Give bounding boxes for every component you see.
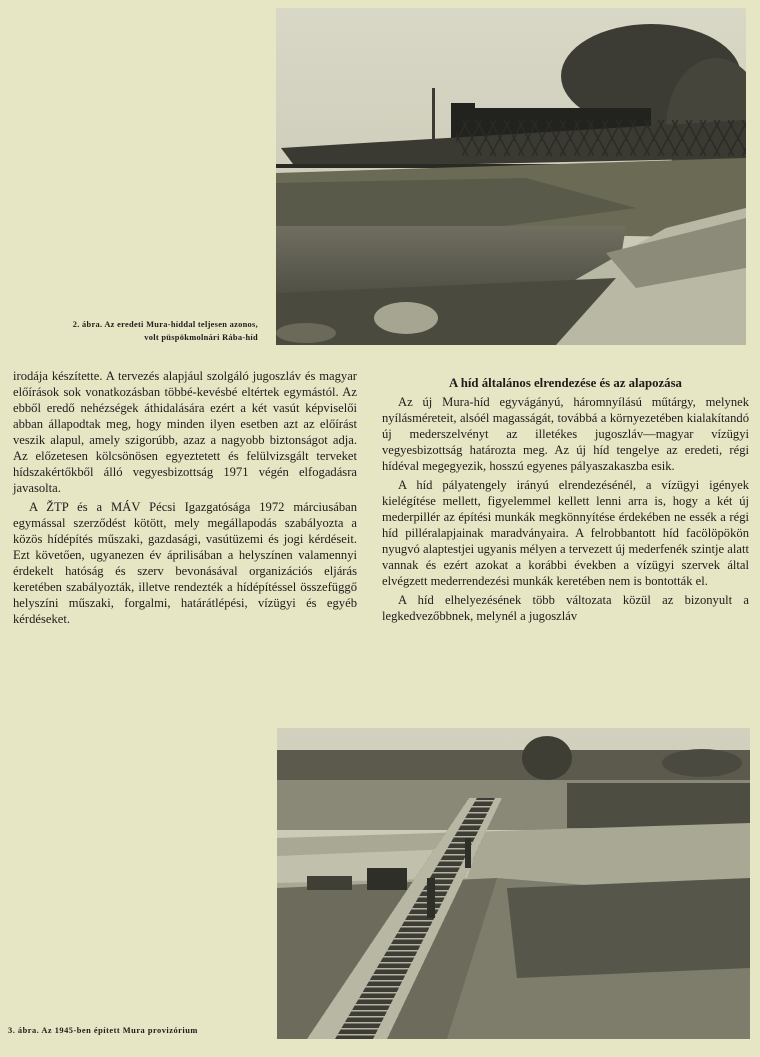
right-paragraph-3: A híd elhelyezésének több változata közül az bizonyult a legkedvezőbbnek, melynél a jugoszláv: [382, 593, 749, 623]
railway-bridge-photo-icon: [276, 8, 746, 345]
section-heading: A híd általános elrendezése és az alapozása: [449, 376, 682, 390]
right-paragraph-1: Az új Mura-híd egyvágányú, háromnyílású műtárgy, melynek nyílásméreteit, alsóél magasságát, továbbá a környezetében kialakítandó új mederszelvényt az illetékes jugoszláv—magyar vízügyi vegyesbizottság határozta meg. Az új híd tengelye az eredeti, régi hídéval megegyezik, hosszú egyenes pályaszakaszba esik.: [382, 395, 749, 473]
left-paragraph-2: A ŽTP és a MÁV Pécsi Igazgatósága 1972 márciusában egymással szerződést kötött, mely megállapodás szabályozta a közös hídépítés műszaki, gazdasági, vasútüzemi és jogi kérdéseit. Ezt követően, ugyanezen év áprilisában a helyszínen valamennyi érdekelt hatóság és szerv bevonásával organizációs eljárás keretében szabályozták, illetve rendezték a hídépítéssel összefüggő helyszíni műszaki, forgalmi, határátlépési, vízügyi és egyéb kérdéseket.: [13, 500, 357, 626]
figure-2-caption-line1: 2. ábra. Az eredeti Mura-híddal teljesen azonos,: [72, 320, 258, 329]
bridge-photo-bottom: [277, 728, 750, 1039]
right-text-column: [382, 394, 749, 627]
left-text-column: [13, 368, 357, 630]
figure-3-caption: 3. ábra. Az 1945-ben épített Mura provizórium: [8, 1026, 198, 1035]
right-paragraph-2: A híd pályatengely irányú elrendezésénél, a vízügyi igények kielégítése mellett, figyelemmel kellett lenni arra is, hogy a két új mederpillér az építési munkák megkönnyítése érdekében ne essék a régi híd pilléralapjainak maradványaira. A felrobbantott híd facölöpökön nyugvó alaptestjei ugyanis mélyen a tervezett új mederfenék szintje alatt vannak és ezért azokat a korábbi években a vízügyi szervek által elvégzett mederrendezési munkák keretében nem is bontották el.: [382, 478, 749, 588]
figure-2-caption: [8, 318, 258, 344]
bridge-photo-top: [276, 8, 746, 345]
provisional-bridge-aerial-photo-icon: [277, 728, 750, 1039]
figure-2-caption-line2: volt püspökmolnári Rába-híd: [144, 333, 258, 342]
left-paragraph-1: irodája készítette. A tervezés alapjául szolgáló jugoszláv és magyar előírások sok vonatkozásban többé-kevésbé eltértek egymástól. Az ebből eredő nehézségek áthidalására ezért a két vasút képviselői abban állapodtak meg, hogy minden ilyen esetben azt az előírást veszik alapul, amely szigorúbb, azaz a nagyobb biztonságot adja. Az előzetesen kölcsönösen egyeztetett és felülvizsgált terveket hídszakértőkből álló vegyesbizottság 1971 végén elfogadásra javasolta.: [13, 369, 357, 495]
